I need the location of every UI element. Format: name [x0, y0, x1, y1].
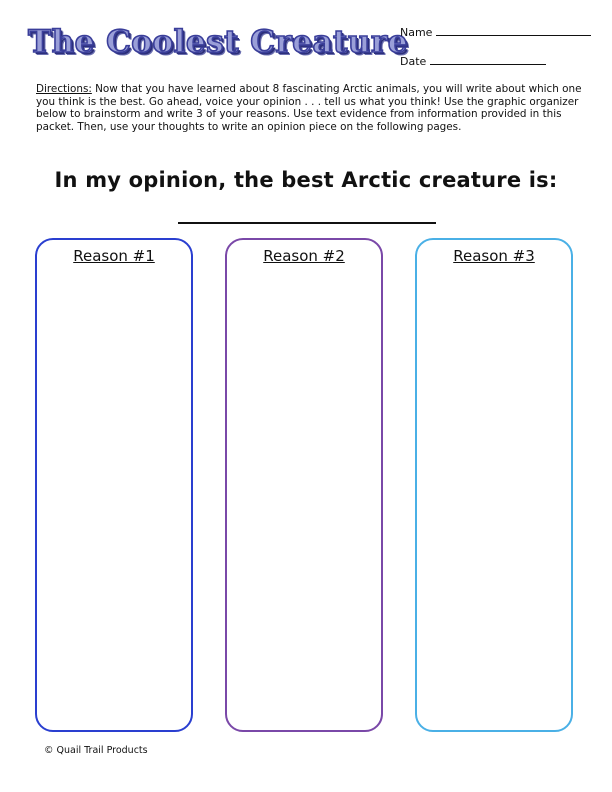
name-blank-line[interactable] [436, 26, 591, 36]
directions-paragraph [36, 83, 584, 133]
reason-box-2[interactable] [225, 238, 383, 732]
answer-blank-line[interactable] [178, 222, 436, 224]
opinion-prompt: In my opinion, the best Arctic creature is: [54, 168, 558, 192]
reason-box-3[interactable] [415, 238, 573, 732]
directions-label: Directions: [36, 83, 92, 95]
date-field[interactable] [400, 55, 546, 68]
reason-label: Reason #2 [263, 247, 345, 265]
directions-text: Now that you have learned about 8 fascinating Arctic animals, you will write about which one you think is the best. Go ahead, voice your opinion . . . tell us what you think! Use the graphic organizer below to brainstorm and write 3 of your reasons. Use text evidence from information provided in this packet. Then, use your thoughts to write an opinion piece on the following pages. [36, 83, 582, 133]
date-blank-line[interactable] [430, 55, 546, 65]
worksheet-title: The Coolest Creature [28, 24, 408, 60]
date-label: Date [400, 55, 427, 68]
reason-label: Reason #1 [73, 247, 155, 265]
name-label: Name [400, 26, 433, 39]
name-field[interactable] [400, 26, 591, 39]
reason-box-1[interactable] [35, 238, 193, 732]
copyright-footer: © Quail Trail Products [44, 745, 148, 756]
reason-label: Reason #3 [453, 247, 535, 265]
